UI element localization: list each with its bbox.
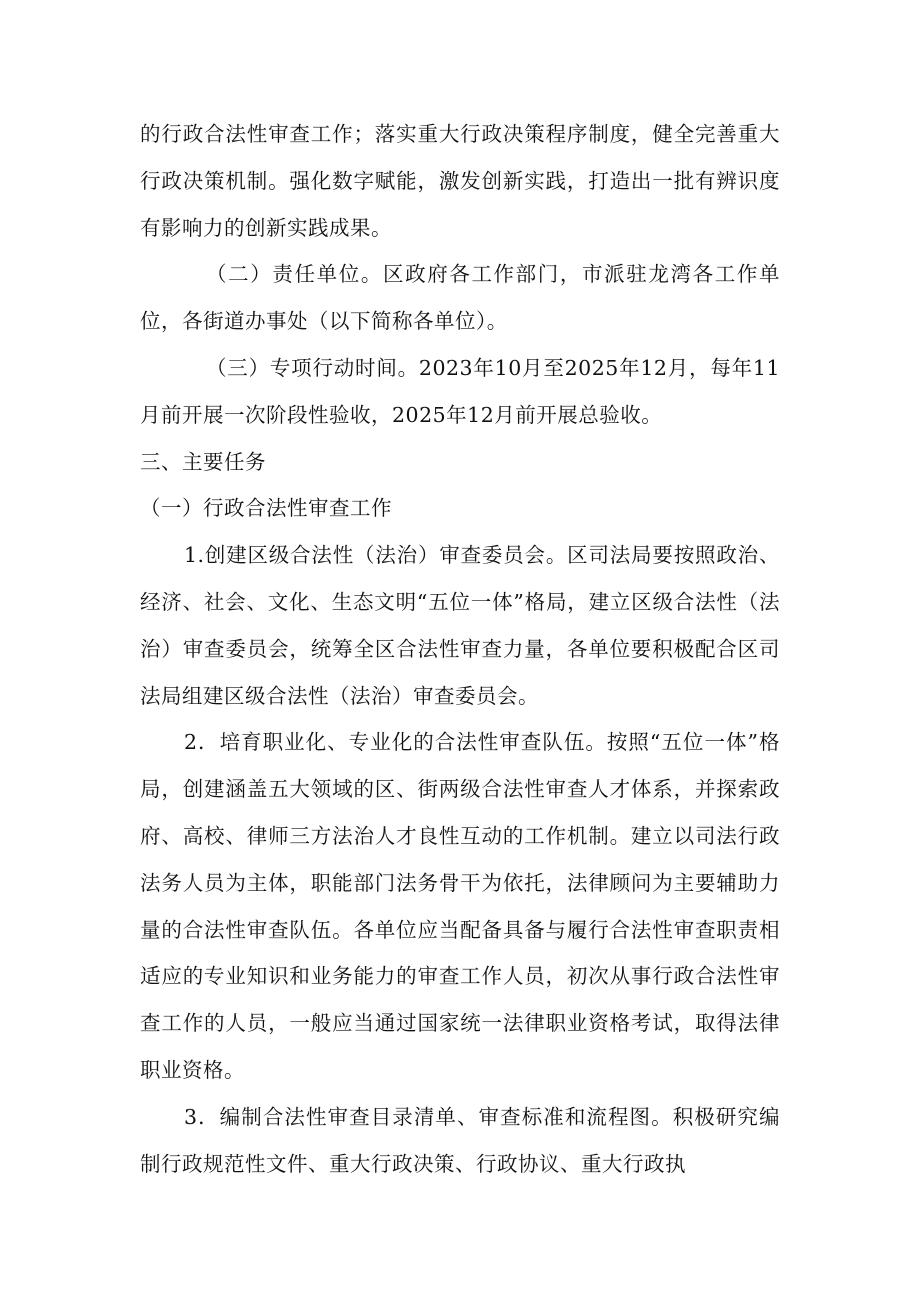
paragraph-action-period: （三）专项行动时间。2023年10月至2025年12月，每年11月前开展一次阶段性验收，2025年12月前开展总验收。 [140,355,780,427]
paragraph-continuation: 的行政合法性审查工作；落实重大行政决策程序制度，健全完善重大行政决策机制。强化数字赋能，激发创新实践，打造出一批有辨识度有影响力的创新实践成果。 [140,122,780,240]
subsection-heading-legality-review: （一）行政合法性审查工作 [140,496,392,521]
section-heading-main-tasks: 三、主要任务 [140,449,266,474]
paragraph-responsible-units: （二）责任单位。区政府各工作部门，市派驻龙湾各工作单位，各街道办事处（以下简称各单位）。 [140,262,780,334]
paragraph-item-2: 2．培育职业化、专业化的合法性审查队伍。按照“五位一体”格局，创建涵盖五大领域的区、街两级合法性审查人才体系，并探索政府、高校、律师三方法治人才良性互动的工作机制。建立以司法行政法务人员为主体，职能部门法务骨干为依托，法律顾问为主要辅助力量的合法性审查队伍。各单位应当配备具备与履行合法性审查职责相适应的专业知识和业务能力的审查工作人员，初次从事行政合法性审查工作的人员，一般应当通过国家统一法律职业资格考试，取得法律职业资格。 [140,730,780,1082]
paragraph-item-1: 1.创建区级合法性（法治）审查委员会。区司法局要按照政治、经济、社会、文化、生态文明“五位一体”格局，建立区级合法性（法治）审查委员会，统筹全区合法性审查力量，各单位要积极配合区司法局组建区级合法性（法治）审查委员会。 [140,543,780,708]
paragraph-item-3: 3．编制合法性审查目录清单、审查标准和流程图。积极研究编制行政规范性文件、重大行政决策、行政协议、重大行政执 [140,1104,780,1176]
document-body [140,111,780,1187]
